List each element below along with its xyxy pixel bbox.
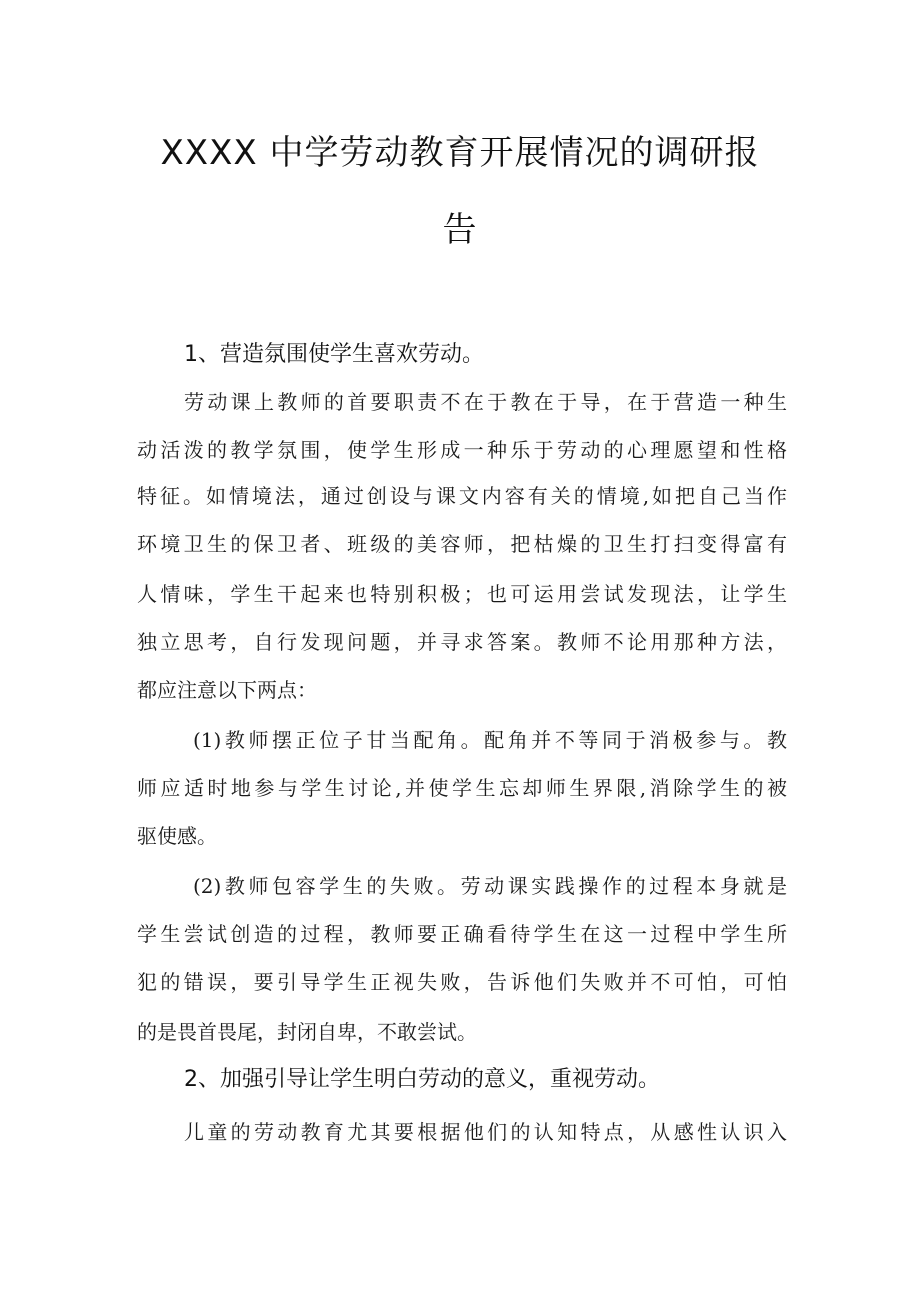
point-1-line: 师应适时地参与学生讨论,并使学生忘却师生界限,消除学生的被 [137, 776, 787, 800]
paragraph-line: 都应注意以下两点： [137, 678, 317, 702]
paragraph-line: 动活泼的教学氛围，使学生形成一种乐于劳动的心理愿望和性格 [137, 438, 787, 462]
document-title-line-2: 告 [442, 210, 478, 250]
paragraph-line: 特征。如情境法，通过创设与课文内容有关的情境,如把自己当作 [137, 484, 787, 508]
section-1-heading: 1、营造氛围使学生喜欢劳动。 [184, 342, 484, 367]
point-2-line: 学生尝试创造的过程，教师要正确看待学生在这一过程中学生所 [137, 922, 787, 946]
point-2-line: (2)教师包容学生的失败。劳动课实践操作的过程本身就是 [193, 874, 787, 898]
paragraph-line: 人情味，学生干起来也特别积极；也可运用尝试发现法，让学生 [137, 582, 787, 606]
point-1-line: (1)教师摆正位子甘当配角。配角并不等同于消极参与。教 [193, 728, 787, 752]
paragraph-line: 儿童的劳动教育尤其要根据他们的认知特点，从感性认识入 [184, 1120, 787, 1144]
paragraph-line: 环境卫生的保卫者、班级的美容师，把枯燥的卫生打扫变得富有 [137, 532, 787, 556]
document-title-line-1: XXXX 中学劳动教育开展情况的调研报 [160, 133, 760, 173]
section-2-heading: 2、加强引导让学生明白劳动的意义，重视劳动。 [184, 1067, 660, 1092]
paragraph-line: 劳动课上教师的首要职责不在于教在于导，在于营造一种生 [184, 390, 787, 414]
point-2-line: 的是畏首畏尾，封闭自卑，不敢尝试。 [137, 1020, 477, 1044]
point-2-line: 犯的错误，要引导学生正视失败，告诉他们失败并不可怕，可怕 [137, 970, 787, 994]
point-1-line: 驱使感。 [137, 824, 217, 848]
paragraph-line: 独立思考，自行发现问题，并寻求答案。教师不论用那种方法， [137, 630, 787, 654]
